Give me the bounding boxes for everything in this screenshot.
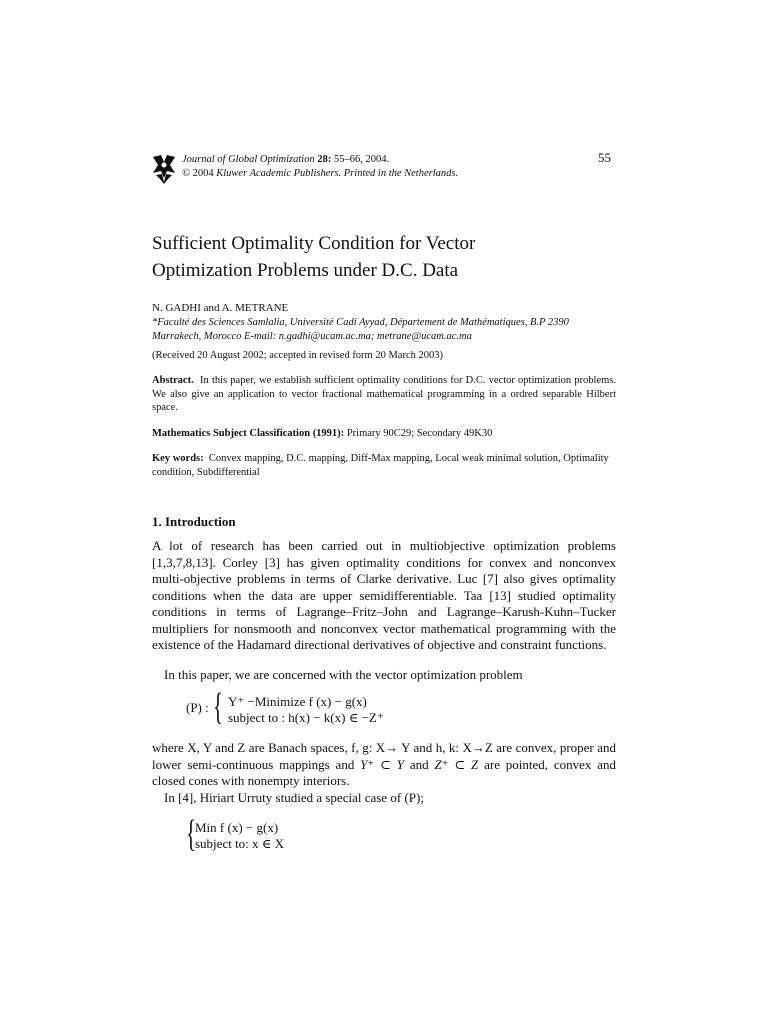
left-brace-2: { (186, 813, 197, 855)
msc-label: Mathematics Subject Classification (1991): (152, 428, 345, 439)
intro-paragraph-4: In [4], Hiriart Urruty studied a special case of (P); (164, 790, 424, 805)
page-number: 55 (598, 150, 611, 165)
para3-b: Y⁺ ⊂ Y (360, 756, 404, 772)
abstract (152, 374, 616, 415)
keywords (152, 452, 616, 479)
received-dates: (Received 20 August 2002; accepted in revised form 20 March 2003) (152, 350, 444, 361)
keywords-label: Key words: (152, 453, 204, 464)
keywords-text: Convex mapping, D.C. mapping, Diff-Max mapping, Local weak minimal solution, Optimality condition, Subdifferential (152, 453, 609, 478)
problem-label: (P) : (186, 700, 209, 715)
para3-e: are pointed, convex and closed cones with nonempty interiors. (152, 756, 616, 788)
title-line-2: Optimization Problems under D.C. Data (152, 260, 459, 281)
equation-2-line-2: subject to: x ∈ X (195, 836, 285, 851)
intro-paragraph-3 (152, 740, 616, 790)
intro-paragraph-1: A lot of research has been carried out in multiobjective optimization problems [1,3,7,8,13]. Corley [3] has given optimality conditions for convex and nonconvex multi-objective problems in terms of Clarke derivative. Luc [7] also gives optimality conditions when the data are upper semidifferentiable. Taa [13] studied optimality conditions in terms of Lagrange–Fritz–John and Lagrange–Karush-Kuhn–Tucker multipliers for nonsmooth and nonconvex vector mathematical programming with the existence of the Hadamard directional derivatives of objective and constraint functions. (152, 538, 616, 652)
para3-d: Z⁺ ⊂ Z (434, 756, 479, 772)
publisher-logo (152, 154, 176, 184)
publisher-line: Kluwer Academic Publishers. Printed in the Netherlands. (216, 168, 459, 179)
equation-1-line-2: subject to : h(x) − k(x) ∈ −Z⁺ (228, 710, 384, 725)
journal-citation (182, 153, 458, 181)
section-heading: 1. Introduction (152, 514, 236, 529)
affiliation-line-2: Marrakech, Morocco E-mail: n.gadhi@ucam.ac.ma; metrane@ucam.ac.ma (152, 331, 472, 342)
title-line-1: Sufficient Optimality Condition for Vector (152, 233, 476, 254)
abstract-label: Abstract. (152, 375, 194, 386)
authors: N. GADHI and A. METRANE (152, 302, 289, 314)
copyright: © 2004 (182, 168, 217, 179)
subject-classification (152, 428, 492, 439)
affiliation-line-1: *Faculté des Sciences Samlalia, Université Cadi Ayyad, Département de Mathématiques, B.P 2390 (152, 317, 569, 328)
para3-a: where X, Y and Z are Banach spaces, f, g: X→ Y and h, k: X→Z are convex, proper and lower semi-continuous mappings and (152, 740, 616, 772)
msc-text: Primary 90C29; Secondary 49K30 (344, 428, 493, 439)
para3-c: and (404, 756, 435, 772)
equation-2 (195, 820, 284, 852)
article-title (152, 230, 622, 284)
affiliation (152, 316, 622, 344)
abstract-text: In this paper, we establish sufficient optimality conditions for D.C. vector optimization problems. We also give an application to vector fractional mathematical programming in a ordred separable Hilbert space. (152, 375, 616, 413)
equation-1-line-1: Y⁺ −Minimize f (x) − g(x) (228, 694, 367, 709)
journal-name: Journal of Global Optimization (182, 154, 315, 165)
journal-pages: 55–66, 2004. (333, 154, 390, 165)
left-brace: { (213, 686, 224, 728)
equation-2-line-1: Min f (x) − g(x) (195, 820, 279, 835)
equation-1 (228, 694, 384, 726)
intro-paragraph-2: In this paper, we are concerned with the vector optimization problem (164, 667, 523, 682)
journal-volume: 28: (317, 154, 332, 165)
